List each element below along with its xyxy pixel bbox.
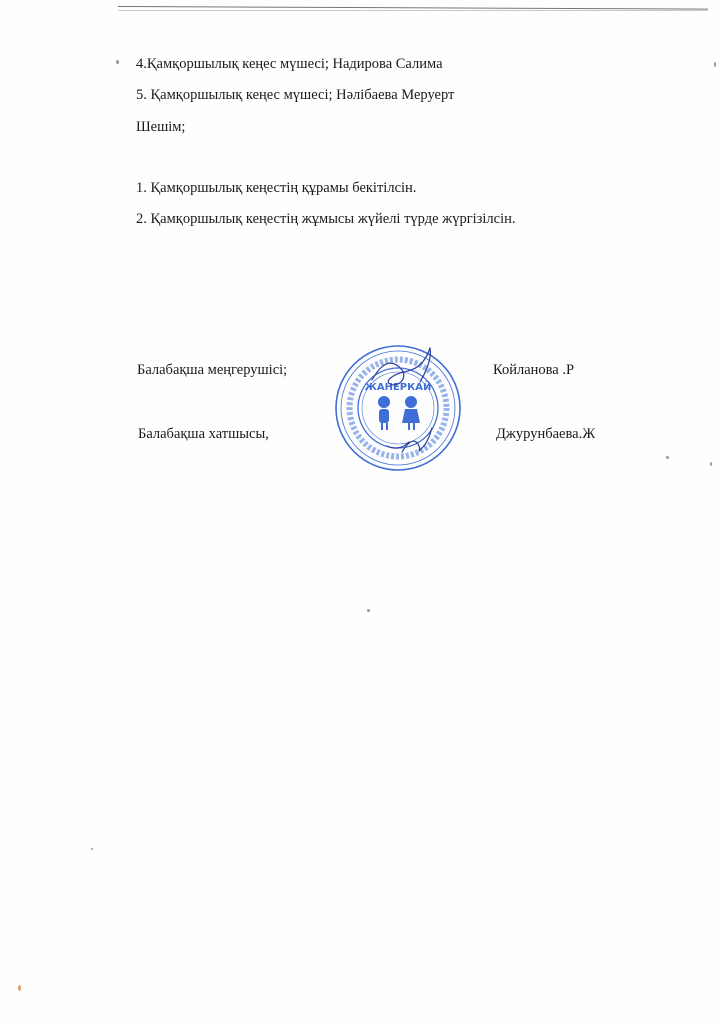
official-stamp <box>332 340 464 472</box>
scan-speck <box>714 62 716 67</box>
stamp-center-text: ЖАНЕРКАЙ <box>364 382 432 393</box>
scan-speck <box>367 609 370 612</box>
decision-2: 2. Қамқоршылық кеңестің жұмысы жүйелі түрде жүргізілсін. <box>136 211 516 227</box>
scan-speck <box>710 462 712 466</box>
scan-edge-shadow <box>118 10 708 11</box>
member-5-line: 5. Қамқоршылық кеңес мүшесі; Нәлібаева Меруерт <box>136 87 455 103</box>
head-name: Койланова .Р <box>493 362 575 378</box>
member-4-line: 4.Қамқоршылық кеңес мүшесі; Надирова Салима <box>136 56 443 72</box>
secretary-name: Джурунбаева.Ж <box>496 426 596 442</box>
scan-speck <box>116 60 119 64</box>
decision-1: 1. Қамқоршылық кеңестің құрамы бекітілсін. <box>136 180 417 196</box>
scan-speck <box>18 985 21 991</box>
decision-heading: Шешім; <box>136 119 186 135</box>
head-role: Балабақша меңгерушісі; <box>137 362 288 378</box>
scan-speck <box>91 848 93 850</box>
scan-speck <box>666 456 669 459</box>
secretary-role: Балабақша хатшысы, <box>138 426 269 442</box>
